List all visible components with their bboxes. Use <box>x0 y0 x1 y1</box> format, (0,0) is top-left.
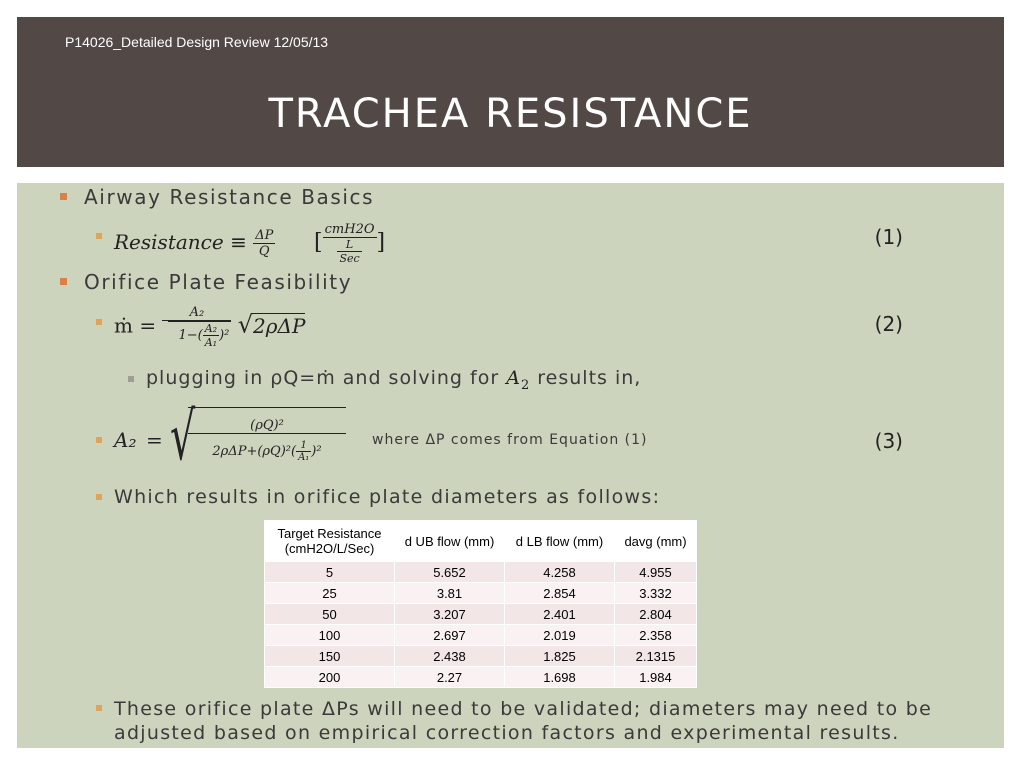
table-row <box>265 646 697 667</box>
eq3-equals: = <box>146 428 163 452</box>
eq2-fraction <box>162 305 231 349</box>
table-row <box>265 604 697 625</box>
bullet-square-icon <box>96 233 102 239</box>
table-cell: 3.207 <box>395 604 505 625</box>
eq3-sqrt-sign: √ <box>170 398 196 475</box>
table-cell: 2.438 <box>395 646 505 667</box>
table-cell: 1.825 <box>505 646 615 667</box>
eq3-denominator <box>188 440 346 463</box>
slide-subtitle: P14026_Detailed Design Review 12/05/13 <box>65 34 329 50</box>
final-bullet: These orifice plate ΔPs will need to be validated; diameters may need to be adjusted based on empirical correction factors and experimental results. <box>114 698 933 744</box>
eq2-lhs: ṁ <box>114 313 133 338</box>
bullet-square-icon <box>60 193 67 200</box>
table-cell: 50 <box>265 604 395 625</box>
eq1-lhs: Resistance <box>114 230 224 254</box>
eq3-numerator: (ρQ)² <box>188 418 346 434</box>
sub-bullet-plugging <box>146 367 641 393</box>
equation-label-2: (2) <box>874 312 903 336</box>
table-cell: 2.401 <box>505 604 615 625</box>
table-cell: 2.27 <box>395 667 505 688</box>
results-bullet: Which results in orifice plate diameters as follows: <box>114 486 661 508</box>
table-cell: 1.984 <box>615 667 697 688</box>
eq1-unit-numerator: cmH2O <box>324 222 375 237</box>
equation-3-note: where ΔP comes from Equation (1) <box>372 432 648 448</box>
sub-bullet-symbol-sub: 2 <box>520 377 531 393</box>
table-cell: 2.697 <box>395 625 505 646</box>
table-cell: 4.955 <box>615 562 697 583</box>
table-header-row <box>265 521 697 562</box>
eq1-units <box>323 222 377 265</box>
table-header-ub: d UB flow (mm) <box>395 521 505 562</box>
table-cell: 2.358 <box>615 625 697 646</box>
table-row <box>265 562 697 583</box>
table-cell: 2.804 <box>615 604 697 625</box>
sub-bullet-symbol: A <box>506 367 521 389</box>
eq2-numerator: A₂ <box>162 305 231 321</box>
bullet-square-icon <box>128 376 134 382</box>
eq2-den-suffix: )² <box>219 328 230 343</box>
table-cell: 2.019 <box>505 625 615 646</box>
table-row <box>265 625 697 646</box>
equation-label-1: (1) <box>874 225 903 249</box>
table-cell: 200 <box>265 667 395 688</box>
slide-header <box>17 17 1004 167</box>
equation-mass-flow: ṁ = A₂ 1−( $\frac{\text{A₂}}{\text{A₁}}$ )² √2ρΔP <box>114 305 306 349</box>
eq1-equiv: ≡ <box>230 230 247 254</box>
table-cell: 1.698 <box>505 667 615 688</box>
bullet-square-icon <box>60 278 67 285</box>
eq1-denominator: Q <box>258 244 270 259</box>
table-cell: 5.652 <box>395 562 505 583</box>
eq3-den-b: )² <box>311 444 322 459</box>
table-header-lb: d LB flow (mm) <box>505 521 615 562</box>
table-cell: 4.258 <box>505 562 615 583</box>
eq2-sqrt-term: 2ρΔP <box>253 313 306 338</box>
eq2-den-prefix: 1−( <box>178 328 203 343</box>
eq2-den-frac-den: A₁ <box>204 336 218 349</box>
eq1-unit-sec: Sec <box>339 252 360 265</box>
table-cell: 5 <box>265 562 395 583</box>
eq2-equals: = <box>139 313 157 338</box>
table-header-avg: davg (mm) <box>615 521 697 562</box>
eq1-numerator: ΔP <box>255 228 274 243</box>
diameter-table <box>264 520 697 688</box>
slide-title: TRACHEA RESISTANCE <box>268 91 753 137</box>
table-header-target: Target Resistance (cmH2O/L/Sec) <box>265 521 395 562</box>
eq3-den-frac-num: 1 <box>296 440 311 452</box>
bullet-square-icon <box>96 437 102 443</box>
table-row <box>265 583 697 604</box>
eq2-den-frac-num: A₂ <box>204 322 218 335</box>
equation-label-3: (3) <box>874 429 903 453</box>
table-cell: 100 <box>265 625 395 646</box>
eq3-sqrt-bar <box>188 407 346 408</box>
table-cell: 150 <box>265 646 395 667</box>
eq1-unit-L: L <box>337 238 361 252</box>
eq1-fraction <box>253 228 275 259</box>
bullet-square-icon <box>96 494 102 500</box>
table-cell: 2.854 <box>505 583 615 604</box>
table-cell: 3.81 <box>395 583 505 604</box>
eq3-den-frac-den: A₁ <box>298 452 310 463</box>
eq3-lhs: A₂ <box>114 428 137 452</box>
heading-airway-resistance: Airway Resistance Basics <box>84 185 375 209</box>
bullet-square-icon <box>96 319 102 325</box>
table-cell: 3.332 <box>615 583 697 604</box>
equation-resistance: Resistance ≡ $\frac{\Delta P}{Q}$ [ $\frac{\text{cmH2O}}{\frac{L}{\text{Sec}}}$ ] <box>114 222 386 265</box>
heading-orifice-plate: Orifice Plate Feasibility <box>84 270 353 294</box>
bullet-square-icon <box>96 705 102 711</box>
table-cell: 2.1315 <box>615 646 697 667</box>
sub-bullet-suffix: results in, <box>537 367 642 389</box>
table-cell: 25 <box>265 583 395 604</box>
sub-bullet-prefix: plugging in ρQ=ṁ and solving for <box>146 367 500 389</box>
table-row <box>265 667 697 688</box>
eq3-den-a: 2ρΔP+(ρQ)²( <box>212 444 297 459</box>
